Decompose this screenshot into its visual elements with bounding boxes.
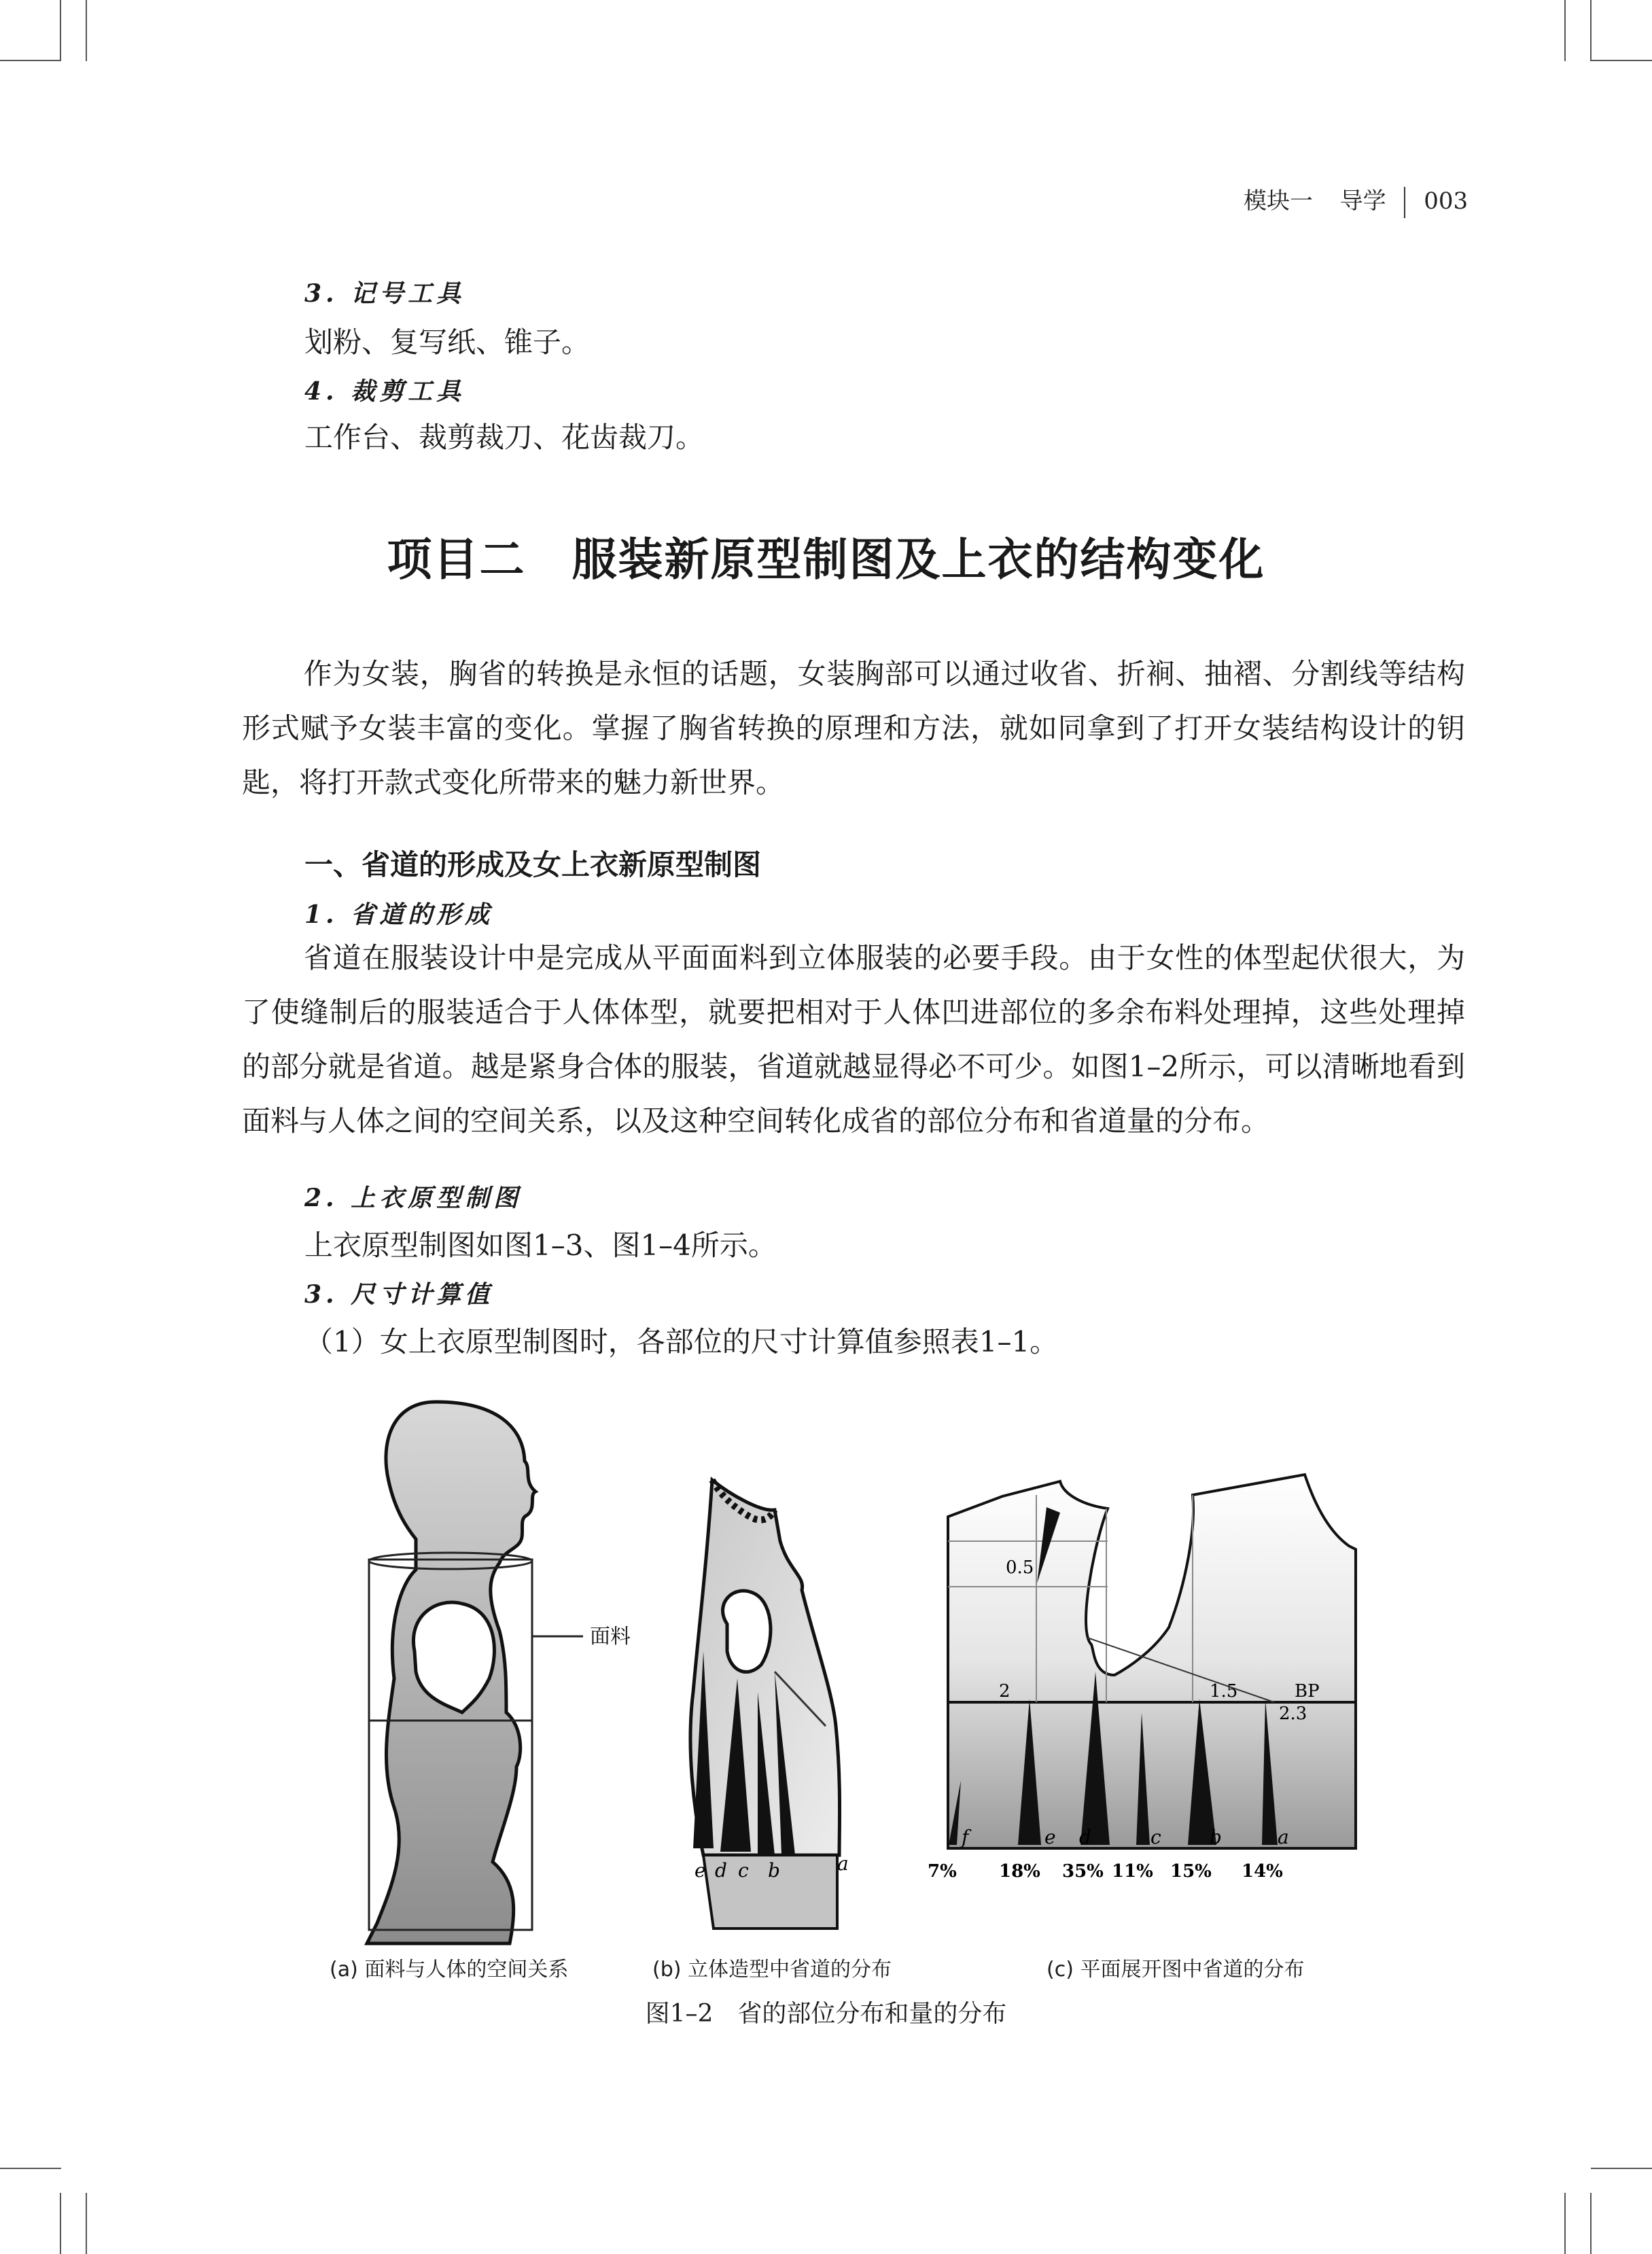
mark-1-5: 1.5 bbox=[1210, 1681, 1238, 1702]
item-number: 3. bbox=[304, 279, 338, 308]
b-letter-b: b bbox=[768, 1859, 780, 1882]
figure-b bbox=[690, 1480, 849, 1929]
sub-heading: 上衣原型制图 bbox=[351, 1184, 523, 1212]
b-letter-c: c bbox=[738, 1859, 749, 1882]
figure-caption: 图1–2 省的部位分布和量的分布 bbox=[645, 2000, 1007, 2028]
project-title: 项目二 服装新原型制图及上衣的结构变化 bbox=[387, 533, 1265, 586]
mark-0-5: 0.5 bbox=[1006, 1557, 1034, 1578]
sub-number: 3. bbox=[304, 1280, 338, 1309]
para-darts-text: 省道在服装设计中是完成从平面面料到立体服装的必要手段。由于女性的体型起伏很大，为了使缝制后的服装适合于人体体型，就要把相对于人体凹进部位的多余布料处理掉，这些处理掉的部分就是省道。越是紧身合体的服装，省道就越显得必不可少。如图1–2所示，可以清晰地看到面料与人体之间的空间关系，以及这种空间转化成省的部位分布和省道量的分布。 bbox=[242, 941, 1465, 1138]
caption-b: (b) 立体造型中省道的分布 bbox=[652, 1958, 892, 1982]
c-letter-f: f bbox=[962, 1826, 969, 1848]
mark-2: 2 bbox=[999, 1681, 1010, 1702]
figure-c bbox=[928, 1475, 1356, 1882]
c-letter-c: c bbox=[1150, 1826, 1161, 1848]
mark-bp: BP bbox=[1295, 1681, 1320, 1702]
item-heading: 裁剪工具 bbox=[351, 377, 465, 406]
pct-a: 14% bbox=[1242, 1861, 1283, 1882]
c-letter-a: a bbox=[1278, 1826, 1289, 1848]
pct-c: 11% bbox=[1112, 1861, 1153, 1882]
b-letter-d: d bbox=[715, 1859, 727, 1882]
intro-text: 作为女装，胸省的转换是永恒的话题，女装胸部可以通过收省、折裥、抽褶、分割线等结构形式赋予女装丰富的变化。掌握了胸省转换的原理和方法，就如同拿到了打开女装结构设计的钥匙，将打开款式变化所带来的魅力新世界。 bbox=[242, 657, 1465, 799]
item-heading: 记号工具 bbox=[351, 279, 465, 308]
figure-a bbox=[367, 1402, 631, 1943]
item-4-text: 工作台、裁剪裁刀、花齿裁刀。 bbox=[304, 421, 705, 454]
fabric-label: 面料 bbox=[590, 1625, 631, 1649]
sub-number: 2. bbox=[304, 1184, 338, 1212]
flat-pattern bbox=[948, 1475, 1356, 1848]
section-title: 一、省道的形成及女上衣新原型制图 bbox=[304, 848, 762, 881]
sub-heading: 省道的形成 bbox=[351, 900, 494, 929]
header-section: 导学 bbox=[1339, 188, 1386, 215]
mark-2-3: 2.3 bbox=[1279, 1704, 1307, 1724]
b-letter-e: e bbox=[695, 1859, 706, 1882]
sub-number: 1. bbox=[304, 900, 338, 929]
pct-d: 35% bbox=[1062, 1861, 1104, 1882]
item-3-text: 划粉、复写纸、锥子。 bbox=[304, 325, 591, 359]
caption-c: (c) 平面展开图中省道的分布 bbox=[1047, 1958, 1305, 1982]
c-letter-b: b bbox=[1210, 1826, 1222, 1848]
para-size: （1）女上衣原型制图时，各部位的尺寸计算值参照表1–1。 bbox=[304, 1325, 1059, 1358]
b-letter-a: a bbox=[837, 1852, 849, 1875]
sub-heading: 尺寸计算值 bbox=[351, 1280, 494, 1309]
pct-f: 7% bbox=[928, 1861, 957, 1882]
caption-a: (a) 面料与人体的空间关系 bbox=[330, 1958, 569, 1982]
side-armhole bbox=[723, 1591, 771, 1672]
c-letter-d: d bbox=[1079, 1826, 1091, 1848]
c-letter-e: e bbox=[1044, 1826, 1056, 1848]
pct-b: 15% bbox=[1170, 1861, 1212, 1882]
pct-e: 18% bbox=[999, 1861, 1040, 1882]
page-number: 003 bbox=[1424, 188, 1469, 215]
header-module: 模块一 bbox=[1244, 188, 1313, 215]
para-pattern: 上衣原型制图如图1–3、图1–4所示。 bbox=[304, 1229, 777, 1262]
item-number: 4. bbox=[304, 377, 338, 406]
